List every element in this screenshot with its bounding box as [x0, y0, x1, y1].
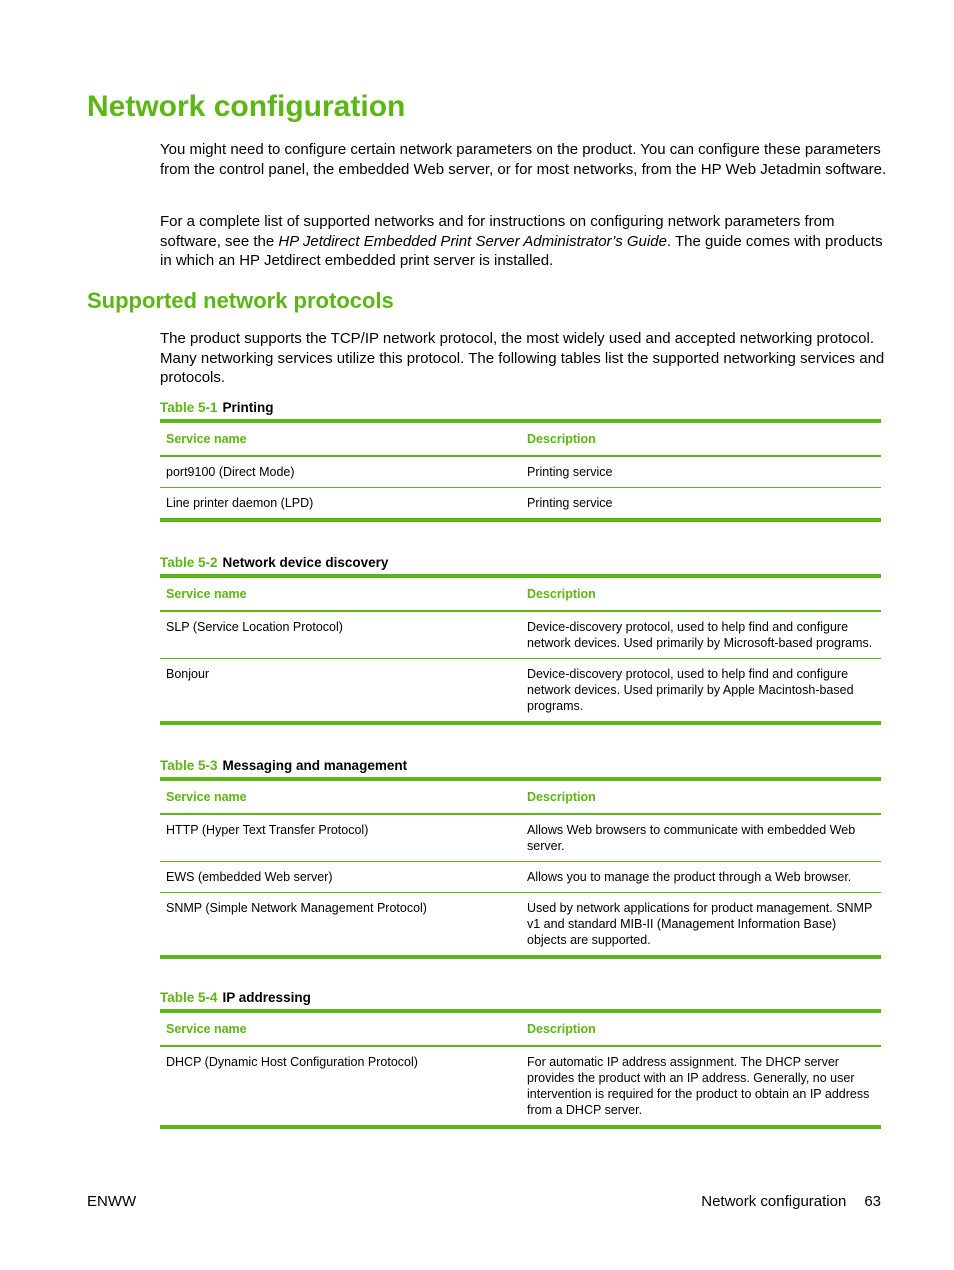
table-title: Network device discovery — [222, 555, 389, 570]
page-number: 63 — [864, 1193, 881, 1210]
page-title: Network configuration — [87, 90, 406, 123]
table-printing — [160, 419, 881, 522]
service-name-cell: Bonjour — [166, 667, 210, 681]
table-header — [160, 781, 881, 815]
table-row — [160, 815, 881, 862]
guide-title: HP Jetdirect Embedded Print Server Administrator’s Guide — [278, 232, 667, 250]
intro-paragraph-2 — [160, 212, 890, 271]
table-number: Table 5-1 — [160, 400, 218, 415]
section-title: Supported network protocols — [87, 288, 394, 313]
description-cell: For automatic IP address assignment. The DHCP server provides the product with an IP address. Generally, no user intervention is required for the product to obtain an IP address from a DHCP server. — [527, 1055, 870, 1117]
table-row — [160, 457, 881, 488]
description-cell: Printing service — [527, 465, 613, 479]
service-name-cell: SNMP (Simple Network Management Protocol) — [166, 901, 427, 915]
footer-right — [701, 1193, 881, 1210]
service-name-cell: DHCP (Dynamic Host Configuration Protocol) — [166, 1055, 418, 1069]
table-header — [160, 1013, 881, 1047]
col-header-service: Service name — [166, 432, 247, 446]
col-header-service: Service name — [166, 1022, 247, 1036]
intro-paragraph-1: You might need to configure certain network parameters on the product. You can configure these parameters from the control panel, the embedded Web server, or for most networks, from the HP Web Jetadmin software. — [160, 141, 887, 178]
table-row — [160, 659, 881, 721]
table-row — [160, 488, 881, 518]
col-header-description: Description — [527, 432, 596, 446]
col-header-description: Description — [527, 790, 596, 804]
service-name-cell: HTTP (Hyper Text Transfer Protocol) — [166, 823, 369, 837]
service-name-cell: EWS (embedded Web server) — [166, 870, 333, 884]
table-title: IP addressing — [222, 990, 311, 1005]
table-title: Printing — [222, 400, 274, 415]
table-number: Table 5-2 — [160, 555, 218, 570]
service-name-cell: SLP (Service Location Protocol) — [166, 620, 343, 634]
table-header — [160, 423, 881, 457]
table-title: Messaging and management — [222, 758, 408, 773]
description-cell: Device-discovery protocol, used to help find and configure network devices. Used primarily by Microsoft-based programs. — [527, 620, 873, 650]
table-messaging-management — [160, 777, 881, 959]
service-name-cell: Line printer daemon (LPD) — [166, 496, 314, 510]
table-caption — [160, 990, 311, 1005]
description-cell: Printing service — [527, 496, 613, 510]
section-paragraph: The product supports the TCP/IP network protocol, the most widely used and accepted networking protocol. Many networking services utilize this protocol. The following tables list the supported networking services and protocols. — [160, 330, 885, 386]
table-number: Table 5-4 — [160, 990, 218, 1005]
table-header — [160, 578, 881, 612]
description-cell: Device-discovery protocol, used to help find and configure network devices. Used primarily by Apple Macintosh-based programs. — [527, 667, 854, 713]
table-number: Table 5-3 — [160, 758, 218, 773]
table-device-discovery — [160, 574, 881, 725]
col-header-description: Description — [527, 587, 596, 601]
table-row — [160, 612, 881, 659]
table-caption — [160, 400, 274, 415]
service-name-cell: port9100 (Direct Mode) — [166, 465, 295, 479]
col-header-service: Service name — [166, 587, 247, 601]
intro-p2-before: For a complete list of supported networks and for instructions on configuring network parameters from software, see the — [160, 213, 835, 250]
table-caption — [160, 758, 407, 773]
col-header-service: Service name — [166, 790, 247, 804]
footer-left: ENWW — [87, 1193, 137, 1210]
description-cell: Allows you to manage the product through a Web browser. — [527, 870, 852, 884]
table-ip-addressing — [160, 1009, 881, 1129]
table-row — [160, 1047, 881, 1125]
intro-p2-after: . The guide comes with products in which an HP Jetdirect embedded print server is installed. — [160, 232, 883, 269]
description-cell: Allows Web browsers to communicate with embedded Web server. — [527, 823, 856, 853]
footer-section: Network configuration — [701, 1193, 847, 1210]
table-row — [160, 893, 881, 955]
col-header-description: Description — [527, 1022, 596, 1036]
description-cell: Used by network applications for product management. SNMP v1 and standard MIB-II (Management Information Base) objects are supported. — [527, 901, 873, 947]
table-caption — [160, 555, 388, 570]
table-row — [160, 862, 881, 893]
